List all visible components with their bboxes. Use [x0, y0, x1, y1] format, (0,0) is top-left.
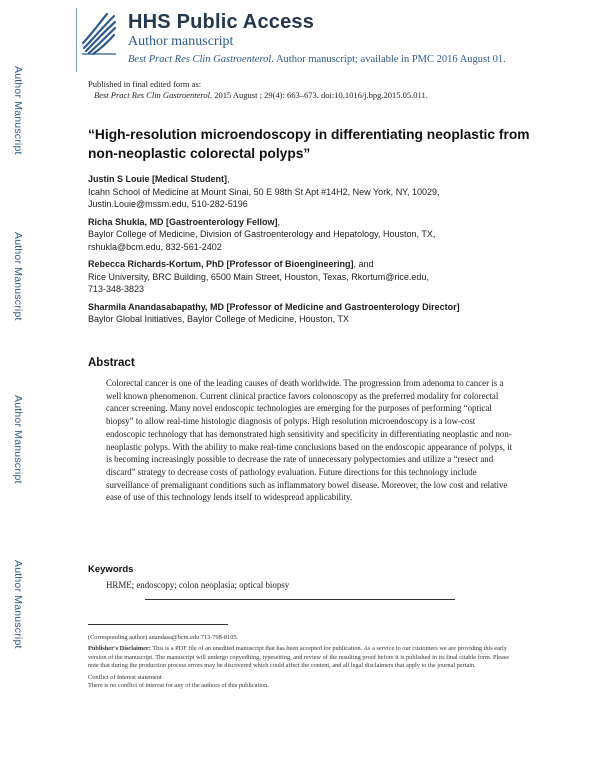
- author-list: [88, 173, 578, 331]
- footnote-divider: [88, 624, 228, 625]
- coi-heading: Conflict of Interest statement: [88, 673, 162, 681]
- author-entry: Rebecca Richards-Kortum, PhD [Professor of Bioengineering], and Rice University, BRC Building, 6500 Main Street, Houston, Texas, Rkortum@rice.edu, 713-348-3823: [88, 258, 578, 296]
- abstract-text: Colorectal cancer is one of the leading causes of death worldwide. The progression from adenoma to cancer is a well known phenomenon. Current clinical practice favors colonoscopy as the preferred modality for colorectal cancer screening. Many novel endoscopic technologies are emerging for the purposes of performing “optical biopsy” to allow real-time histologic diagnosis of polyps. High resolution microendoscopy is a low-cost endoscopic technology that has demonstrated high sensitivity and specificity in differentiating neoplastic and non-neoplastic polyps. With the ability to make real-time conclusions based on the endoscopic appearance of polyps, it is becoming increasingly possible to decrease the rate of unnecessary polypectomies and utilize a “resect and discard” strategy to decrease costs of pathology evaluation. Future directions for this technology include surveillance of premalignant conditions such as inflammatory bowel disease. Moreover, the low cost and relative ease of use of this technology lends itself to widespread applicability.: [106, 378, 513, 503]
- citation: [94, 90, 428, 101]
- author-name: Rebecca Richards-Kortum, PhD [Professor of Bioengineering]: [88, 259, 354, 269]
- author-entry: Justin S Louie [Medical Student], Icahn School of Medicine at Mount Sinai, 50 E 98th St Apt #14H2, New York, NY, 10029, Justin.Louie@mssm.edu, 510-282-5196: [88, 173, 578, 211]
- hhs-eagle-logo-icon: [80, 10, 118, 56]
- publication-info: [88, 79, 428, 101]
- side-label-author-manuscript: Author Manuscript: [12, 395, 24, 484]
- side-label-author-manuscript: Author Manuscript: [12, 232, 24, 321]
- author-name: Richa Shukla, MD [Gastroenterology Fellow]: [88, 216, 278, 227]
- author-contact: 713-348-3823: [88, 284, 145, 294]
- citation-journal: Best Pract Res Clin Gastroenterol: [94, 90, 210, 100]
- keywords-divider: [145, 599, 455, 600]
- corresponding-author-note: (Corresponding author) anandasa@bcm.edu 713-798-8105.: [88, 634, 239, 641]
- published-label: Published in final edited form as:: [88, 79, 202, 89]
- disclaimer-label: Publisher's Disclaimer:: [88, 645, 151, 653]
- keywords-heading: Keywords: [88, 564, 134, 575]
- availability-note: . Author manuscript; available in PMC 2016 August 01.: [271, 54, 506, 65]
- author-contact: rshukla@bcm.edu, 832-561-2402: [88, 241, 222, 252]
- author-affiliation: Icahn School of Medicine at Mount Sinai, 50 E 98th St Apt #14H2, New York, NY, 10029,: [88, 186, 440, 197]
- author-affiliation: Baylor Global Initiatives, Baylor College of Medicine, Houston, TX: [88, 314, 349, 324]
- hhs-header: [80, 10, 580, 72]
- author-contact: Justin.Louie@mssm.edu, 510-282-5196: [88, 199, 248, 209]
- author-name: Justin S Louie [Medical Student]: [88, 174, 228, 184]
- article-title: “High-resolution microendoscopy in differentiating neoplastic from non-neoplastic colorectal polyps”: [88, 127, 530, 161]
- keywords-text: HRME; endoscopy; colon neoplasia; optical biopsy: [106, 580, 290, 590]
- coi-text: There is no conflict of interest for any of the authors of this publication.: [88, 682, 269, 690]
- author-affiliation: Rice University, BRC Building, 6500 Main Street, Houston, Texas, Rkortum@rice.edu,: [88, 271, 429, 282]
- footnotes: [88, 634, 518, 690]
- author-name: Sharmila Anandasabapathy, MD [Professor of Medicine and Gastroenterology Director]: [88, 301, 460, 312]
- side-label-author-manuscript: Author Manuscript: [12, 560, 24, 649]
- publisher-disclaimer: [88, 645, 518, 670]
- author-entry: Richa Shukla, MD [Gastroenterology Fellow], Baylor College of Medicine, Division of Gastroenterology and Hepatology, Houston, TX, rshukla@bcm.edu, 832-561-2402: [88, 216, 578, 254]
- journal-name: Best Pract Res Clin Gastroenterol: [128, 54, 272, 65]
- author-entry: [88, 301, 578, 326]
- hhs-subtitle: Author manuscript: [128, 34, 234, 49]
- hhs-title: HHS Public Access: [128, 11, 315, 33]
- citation-details: . 2015 August ; 29(4): 663–673. doi:10.1016/j.bpg.2015.05.011.: [210, 90, 428, 100]
- author-affiliation: Baylor College of Medicine, Division of Gastroenterology and Hepatology, Houston, TX,: [88, 229, 436, 239]
- hhs-journal-line: [128, 53, 506, 67]
- abstract-heading: Abstract: [88, 357, 135, 369]
- disclaimer-text: This is a PDF file of an unedited manuscript that has been accepted for publication. As a service to our customers we are providing this early version of the manuscript. The manuscript will undergo copyediting, typesetting, and review of the resulting proof before it is published in its final citable form. Please note that during the production process errors may be discovered which could affect the content, and all legal disclaimers that apply to the journal pertain.: [88, 645, 510, 670]
- side-label-author-manuscript: Author Manuscript: [12, 66, 24, 155]
- header-divider: [76, 8, 77, 72]
